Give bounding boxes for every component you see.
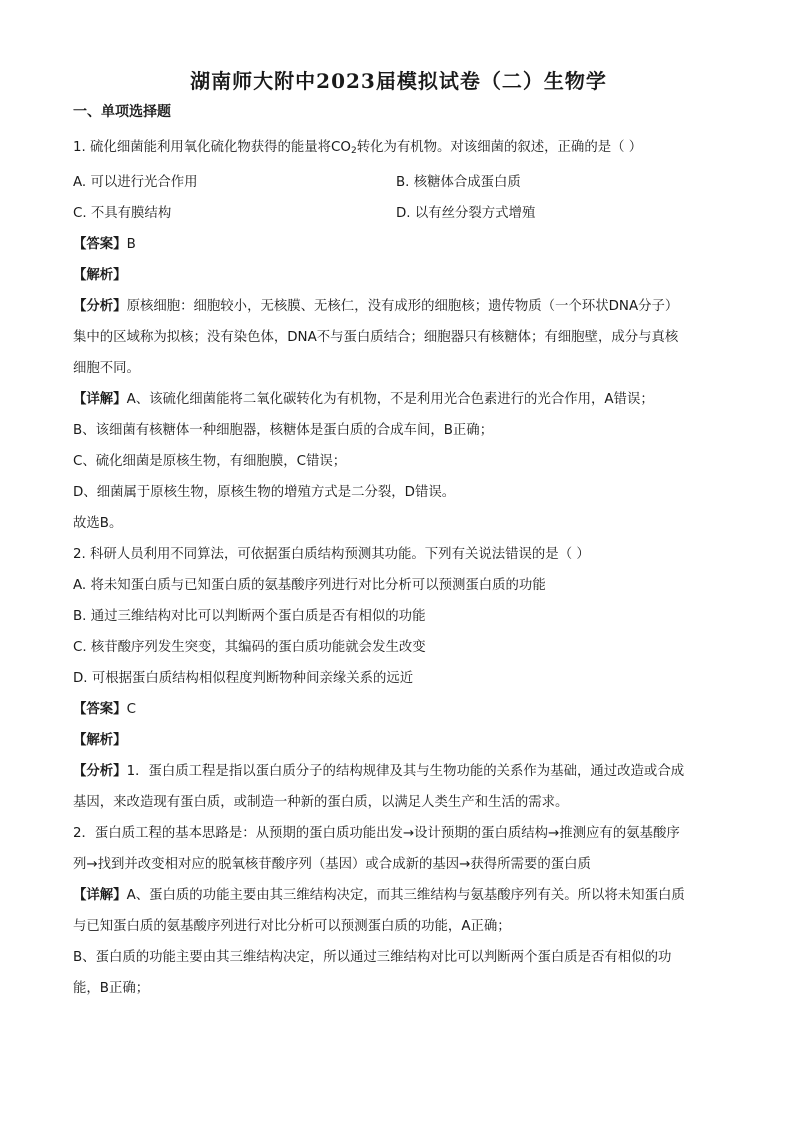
question-1-options-row-2 xyxy=(73,198,724,229)
answer-value: B xyxy=(126,237,136,252)
option-d: D. 以有丝分裂方式增殖 xyxy=(396,206,536,221)
xiangjie-tag: 【详解】 xyxy=(73,888,127,903)
detail-line-2: 与已知蛋白质的氨基酸序列进行对比分析可以预测蛋白质的功能，A正确； xyxy=(73,919,511,934)
analysis-fenxi: 【分析】原核细胞：细胞较小，无核膜、无核仁，没有成形的细胞核；遗传物质（一个环状DNA分子） xyxy=(73,299,679,314)
answer-line xyxy=(73,229,724,260)
answer-tag: 【答案】 xyxy=(73,237,127,252)
fenxi-tag: 【分析】 xyxy=(73,764,127,779)
detail-line-2: B、该细菌有核糖体一种细胞器，核糖体是蛋白质的合成车间，B正确； xyxy=(73,423,494,438)
analysis-fenxi-line-3: 2．蛋白质工程的基本思路是：从预期的蛋白质功能出发→设计预期的蛋白质结构→推测应有的氨基酸序 xyxy=(73,826,680,841)
option-c: C. 核苷酸序列发生突变，其编码的蛋白质功能就会发生改变 xyxy=(73,640,426,655)
answer-tag: 【答案】 xyxy=(73,702,127,717)
question-1-stem: 1. 硫化细菌能利用氧化硫化物获得的能量将$CO_2$转化为有机物。对该细菌的叙述，正确的是（ ） xyxy=(73,140,643,156)
xiangjie-tag: 【详解】 xyxy=(73,392,127,407)
page-title: 湖南师大附中2023届模拟试卷（二）生物学 xyxy=(190,69,607,93)
detail-line-1: 【详解】A、该硫化细菌能将二氧化碳转化为有机物，不是利用光合色素进行的光合作用，A错误； xyxy=(73,392,654,407)
option-a: A. 将未知蛋白质与已知蛋白质的氨基酸序列进行对比分析可以预测蛋白质的功能 xyxy=(73,578,546,593)
detail-line-4: D、细菌属于原核生物，原核生物的增殖方式是二分裂，D错误。 xyxy=(73,485,456,500)
option-a: A. 可以进行光合作用 xyxy=(73,175,198,190)
detail-line-4: 能，B正确； xyxy=(73,981,150,996)
subscript-2: 2 xyxy=(350,146,357,156)
analysis-tag: 【解析】 xyxy=(73,268,127,283)
answer-line xyxy=(73,694,724,725)
option-b: B. 通过三维结构对比可以判断两个蛋白质是否有相似的功能 xyxy=(73,609,426,624)
detail-line-1: 【详解】A、蛋白质的功能主要由其三维结构决定，而其三维结构与氨基酸序列有关。所以将未知蛋白质 xyxy=(73,888,685,903)
detail-line-3: B、蛋白质的功能主要由其三维结构决定，所以通过三维结构对比可以判断两个蛋白质是否有相似的功 xyxy=(73,950,672,965)
analysis-fenxi-line-4: 列→找到并改变相对应的脱氧核苷酸序列（基因）或合成新的基因→获得所需要的蛋白质 xyxy=(73,857,591,872)
question-2-stem: 2. 科研人员利用不同算法，可依据蛋白质结构预测其功能。下列有关说法错误的是（ ） xyxy=(73,547,590,562)
analysis-fenxi-line-2: 基因，来改造现有蛋白质，或制造一种新的蛋白质，以满足人类生产和生活的需求。 xyxy=(73,795,569,810)
analysis-fenxi-line-2: 集中的区域称为拟核；没有染色体，DNA不与蛋白质结合；细胞器只有核糖体；有细胞壁，成分与真核 xyxy=(73,330,679,345)
question-1-options-row-1 xyxy=(73,167,724,198)
section-heading: 一、单项选择题 xyxy=(73,104,171,120)
fenxi-tag: 【分析】 xyxy=(73,299,127,314)
conclusion: 故选B。 xyxy=(73,516,123,531)
detail-line-3: C、硫化细菌是原核生物，有细胞膜，C错误； xyxy=(73,454,347,469)
option-b: B. 核糖体合成蛋白质 xyxy=(396,175,521,190)
analysis-fenxi: 【分析】1．蛋白质工程是指以蛋白质分子的结构规律及其与生物功能的关系作为基础，通过改造或合成 xyxy=(73,764,685,779)
option-d: D. 可根据蛋白质结构相似程度判断物种间亲缘关系的远近 xyxy=(73,671,414,686)
answer-value: C xyxy=(126,702,136,717)
option-c: C. 不具有膜结构 xyxy=(73,206,172,221)
analysis-fenxi-line-3: 细胞不同。 xyxy=(73,361,140,376)
analysis-tag: 【解析】 xyxy=(73,733,127,748)
